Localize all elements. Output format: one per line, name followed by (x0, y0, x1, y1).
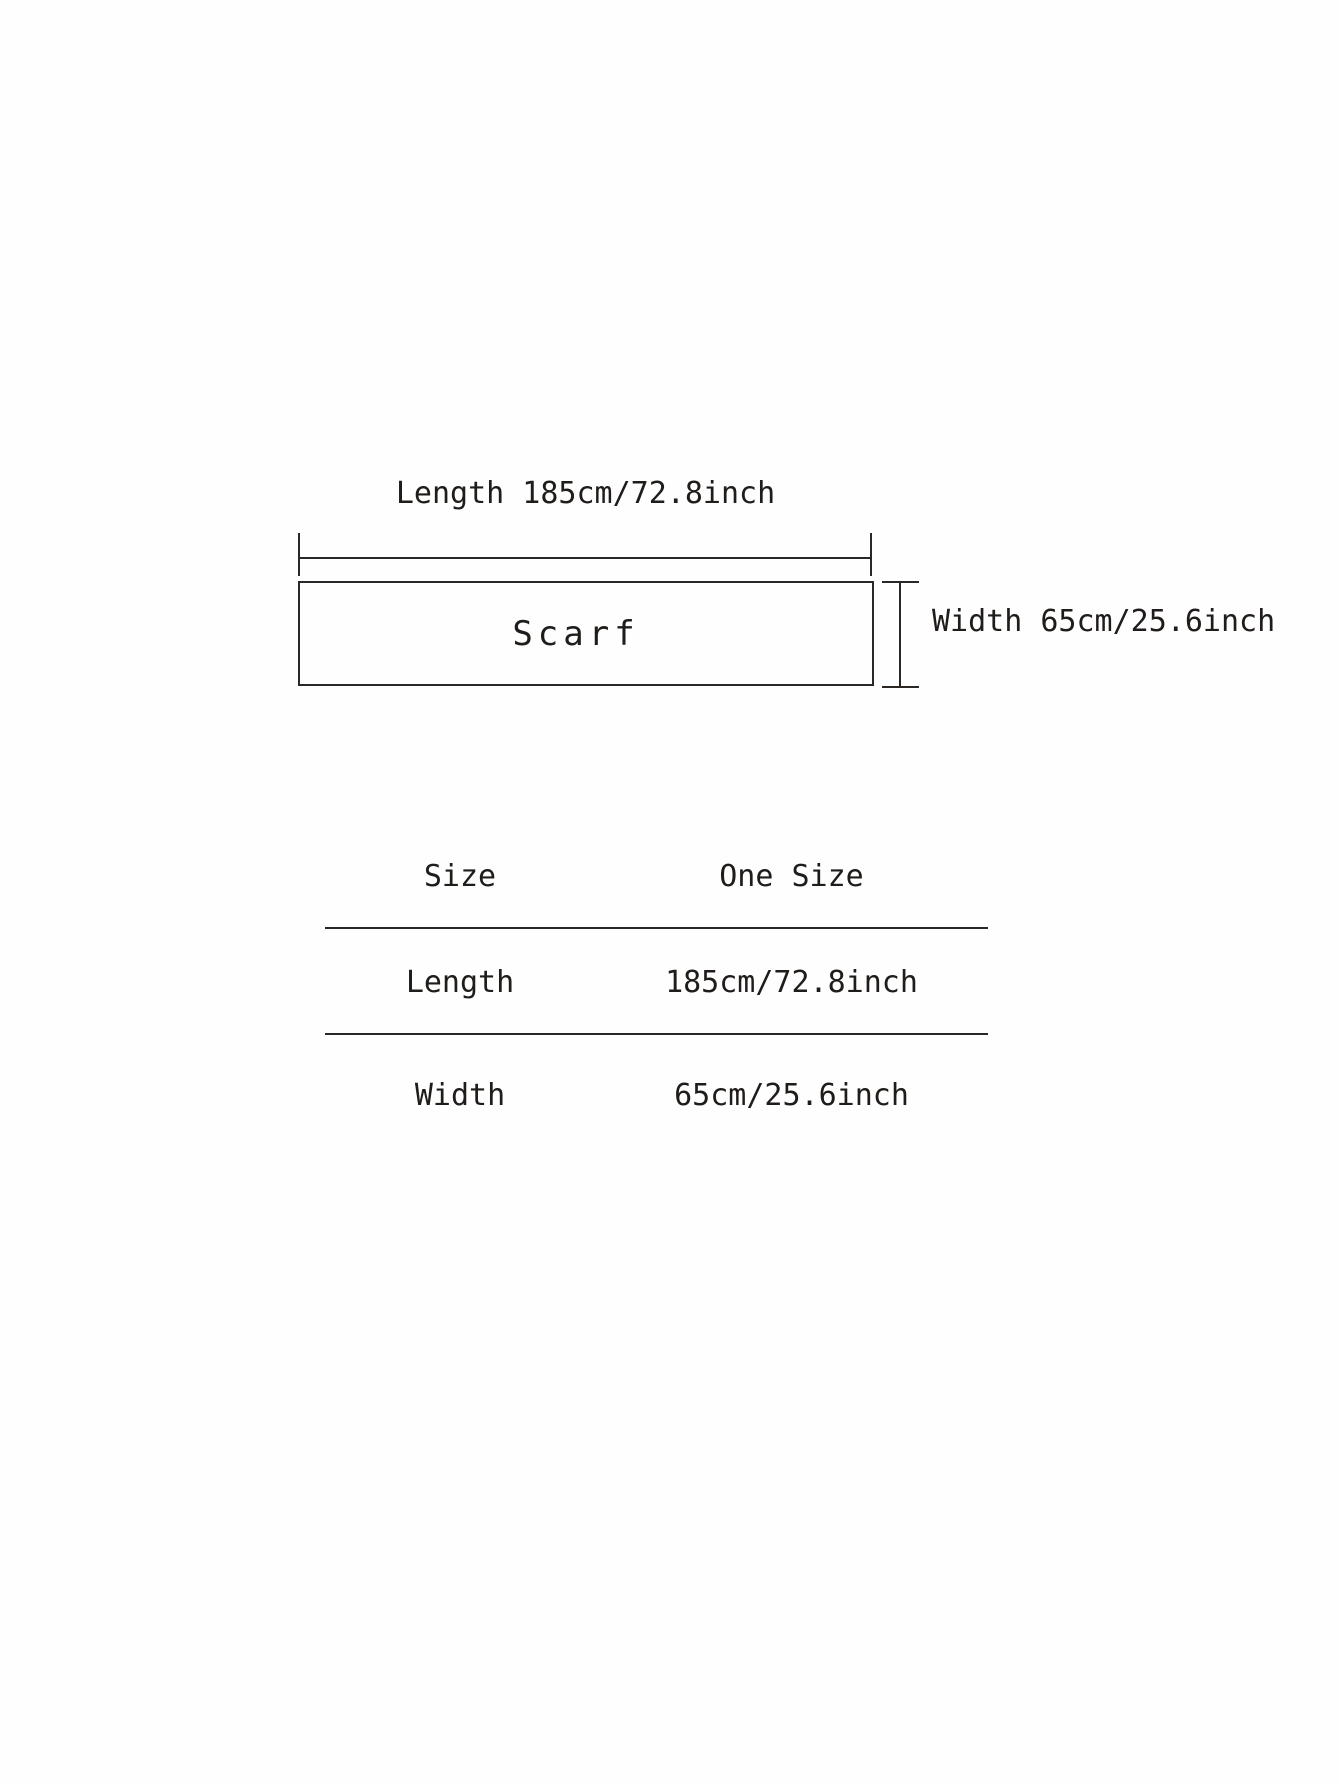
size-table-row-length (325, 966, 988, 999)
size-table-header-size: Size (423, 859, 497, 894)
scarf-outline-rectangle (298, 581, 874, 686)
size-table-header-row (325, 860, 988, 893)
length-dimension-label: Length 185cm/72.8inch (395, 476, 776, 511)
width-dimension-tick-bottom (882, 686, 919, 688)
width-dimension-tick-top (882, 581, 919, 583)
length-dimension-tick-right (870, 533, 872, 576)
length-dimension-tick-left (298, 533, 300, 576)
length-row-value: 185cm/72.8inch (665, 965, 918, 1000)
scarf-item-label: Scarf (512, 613, 640, 654)
size-table-rule-1 (325, 927, 988, 929)
width-dimension-line (899, 581, 901, 688)
width-dimension-label: Width 65cm/25.6inch (932, 604, 1276, 639)
width-row-value: 65cm/25.6inch (674, 1078, 909, 1113)
length-row-label: Length (405, 965, 515, 1000)
size-table-row-width (325, 1079, 988, 1112)
size-table-rule-2 (325, 1033, 988, 1035)
size-table-header-one-size: One Size (719, 859, 864, 894)
width-row-label: Width (414, 1078, 506, 1113)
length-dimension-line (299, 557, 872, 559)
